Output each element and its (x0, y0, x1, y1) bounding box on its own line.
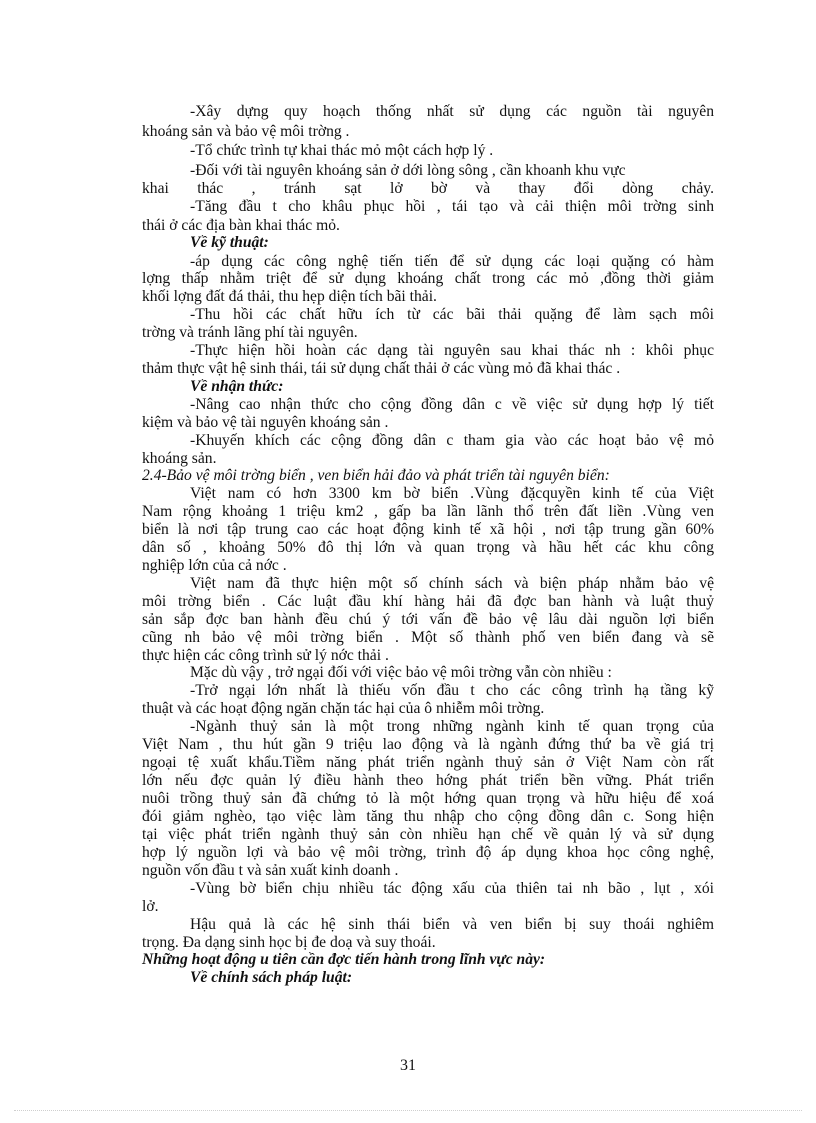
text-line: kiệm và bảo vệ tài nguyên khoáng sản . (142, 414, 389, 431)
text-line: môi trờng biển . Các luật đầu khí hàng hải đã đợc ban hành và luật thuỷ (142, 593, 714, 610)
text-line: -Đối với tài nguyên khoáng sản ở dới lòng sông , cần khoanh khu vực (190, 162, 626, 179)
text-line: -Thu hồi các chất hữu ích từ các bãi thải quặng để làm sạch môi (190, 306, 714, 323)
text-line: -Khuyến khích các cộng đồng dân c tham gia vào các hoạt bảo vệ mỏ (190, 432, 714, 449)
text-line: trờng và tránh lãng phí tài nguyên. (142, 324, 358, 341)
text-line: Nam rộng khoảng 1 triệu km2 , gấp ba lần lãnh thổ trên đất liền .Vùng ven (142, 503, 714, 520)
footer-divider (14, 1110, 802, 1111)
text-line: thực hiện các công trình sử lý nớc thải . (142, 647, 389, 664)
text-line: lợng thấp nhằm triệt để sử dụng khoáng chất trong các mỏ ,đồng thời giảm (142, 270, 714, 287)
text-line: cũng nh bảo vệ môi trờng biển . Một số thành phố ven biển đang và sẽ (142, 629, 714, 646)
subheading-policy: Về chính sách pháp luật: (190, 969, 353, 986)
section-heading: 2.4-Bảo vệ môi trờng biển , ven biển hải đảo và phát triển tài nguyên biển: (142, 467, 610, 484)
text-line: dân số , khoảng 50% đô thị lớn và quan trọng và hầu hết các khu công (142, 539, 714, 556)
text-line: -Tổ chức trình tự khai thác mỏ một cách hợp lý . (190, 142, 494, 159)
text-line: khai thác , tránh sạt lở bờ và thay đổi dòng chảy. (142, 180, 714, 197)
text-line: Việt nam có hơn 3300 km bờ biển .Vùng đặcquyền kinh tế của Việt (190, 485, 714, 502)
text-line: nuôi trồng thuỷ sản đã chứng tỏ là một hớng quan trọng và hữu hiệu để xoá (142, 790, 714, 807)
text-line: hợp lý nguồn lợi và bảo vệ môi trờng, trình độ áp dụng khoa học công nghệ, (142, 844, 714, 861)
text-line: thảm thực vật hệ sinh thái, tái sử dụng chất thải ở các vùng mỏ đã khai thác . (142, 360, 621, 377)
text-line: lở. (142, 898, 159, 915)
page-number: 31 (400, 1057, 416, 1074)
text-line: sản sắp đợc ban hành đều chú ý tới vấn đề bảo vệ lâu dài nguồn lợi biển (142, 611, 714, 628)
text-line: -Thực hiện hồi hoàn các dạng tài nguyên sau khai thác nh : khôi phục (190, 342, 714, 359)
text-line: -Ngành thuỷ sản là một trong những ngành kinh tế quan trọng của (190, 718, 714, 735)
text-line: thuật và các hoạt động ngăn chặn tác hại của ô nhiễm môi trờng. (142, 700, 545, 717)
text-line: khoáng sản và bảo vệ môi trờng . (142, 123, 350, 140)
text-line: đói giảm nghèo, tạo việc làm tăng thu nhập cho cộng đồng dân c. Song hiện (142, 808, 714, 825)
text-line: Hậu quả là các hệ sinh thái biển và ven biển bị suy thoái nghiêm (190, 916, 714, 933)
subheading-awareness: Về nhận thức: (190, 378, 284, 395)
text-line: nghiệp lớn của cả nớc . (142, 557, 287, 574)
text-line: nguồn vốn đầu t và sản xuất kinh doanh . (142, 862, 399, 879)
text-line: trọng. Đa dạng sinh học bị đe doạ và suy thoái. (142, 934, 436, 951)
text-line: ngoại tệ xuất khẩu.Tiềm năng phát triển ngành thuỷ sản ở Việt Nam còn rất (142, 754, 714, 771)
text-line: Việt nam đã thực hiện một số chính sách và biện pháp nhằm bảo vệ (190, 575, 714, 592)
text-line: khối lợng đất đá thải, thu hẹp diện tích bãi thải. (142, 288, 437, 305)
text-line: -Nâng cao nhận thức cho cộng đồng dân c về việc sử dụng hợp lý tiết (190, 396, 714, 413)
text-line: -Xây dựng quy hoạch thống nhất sử dụng các nguồn tài nguyên (190, 103, 714, 120)
text-line: tại việc phát triển ngành thuỷ sản còn nhiều hạn chế về quản lý và sử dụng (142, 826, 714, 843)
text-line: biển là nơi tập trung cao các hoạt động kinh tế xã hội , nơi tập trung gần 60% (142, 521, 714, 538)
text-line: -Trở ngại lớn nhất là thiếu vốn đầu t cho các công trình hạ tầng kỹ (190, 682, 714, 699)
priority-heading: Những hoạt động u tiên cần đợc tiến hành trong lĩnh vực này: (142, 951, 546, 968)
text-line: -áp dụng các công nghệ tiến tiến để sử dụng các loại quặng có hàm (190, 253, 714, 270)
text-line: lớn nếu đợc quản lý điều hành theo hớng phát triển bền vững. Phát triển (142, 772, 714, 789)
text-line: Mặc dù vậy , trở ngại đối với việc bảo vệ môi trờng vẫn còn nhiều : (190, 664, 612, 681)
text-line: Việt Nam , thu hút gần 9 triệu lao động và là ngành đứng thứ ba về giá trị (142, 736, 714, 753)
text-line: khoáng sản. (142, 450, 217, 467)
text-line: -Vùng bờ biển chịu nhiều tác động xấu của thiên tai nh bão , lụt , xói (190, 880, 714, 897)
text-line: -Tăng đầu t cho khâu phục hồi , tái tạo và cải thiện môi trờng sinh (190, 198, 714, 215)
text-line: thái ở các địa bàn khai thác mỏ. (142, 217, 340, 234)
subheading-technical: Về kỹ thuật: (190, 234, 269, 251)
